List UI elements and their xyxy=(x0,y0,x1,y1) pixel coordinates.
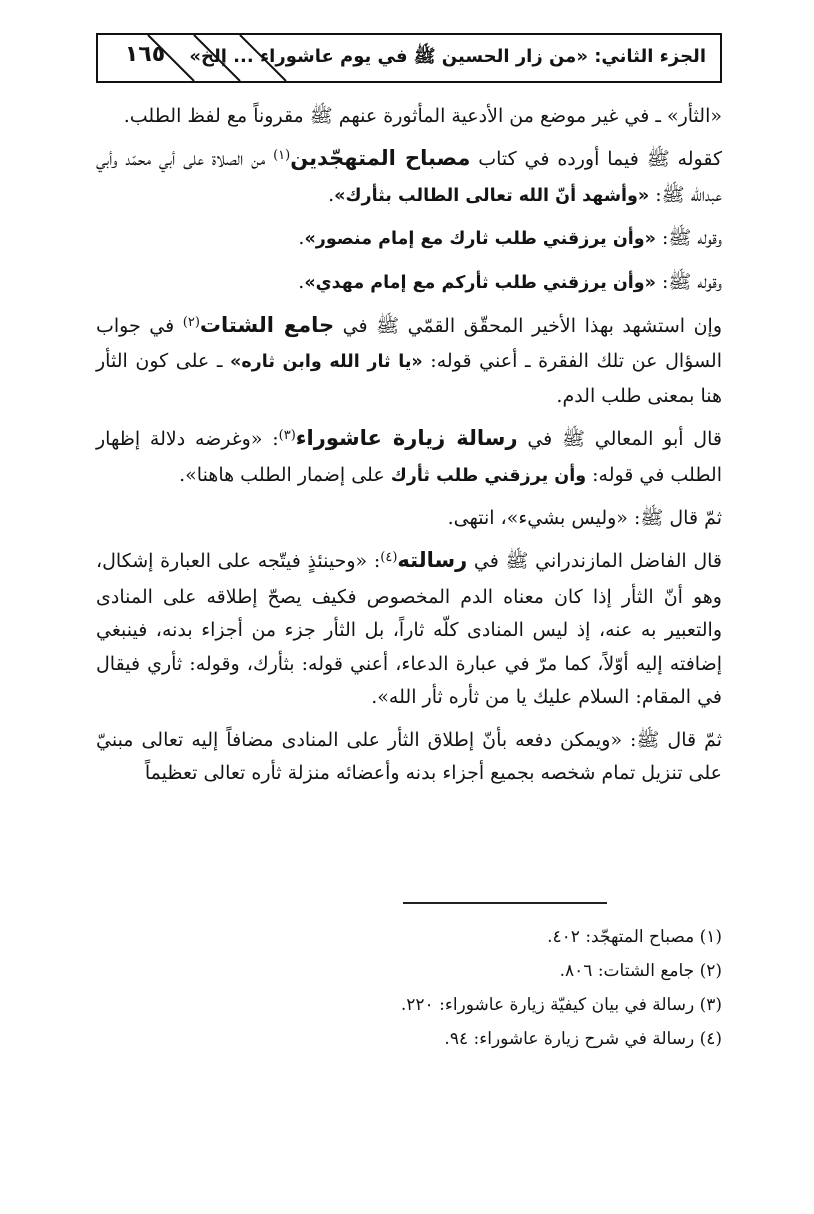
footnote-3: (٣) رسالة في بيان كيفيّة زيارة عاشوراء: ٢٢٠. xyxy=(400,995,722,1015)
footnote-marker: (٣) xyxy=(278,428,296,444)
book-title: رسالة زيارة عاشوراء xyxy=(295,426,518,451)
paragraph-2 xyxy=(96,142,722,213)
book-title: رسالته xyxy=(397,548,468,573)
quotation: «وأشهد أنّ الله تعالى الطالب بثأرك» xyxy=(334,185,650,206)
footnote-marker: (٤) xyxy=(380,550,398,566)
running-header xyxy=(96,33,722,83)
paragraph-8 xyxy=(96,544,722,714)
text: وإن استشهد بهذا الأخير المحقّق القمّي ﷺ في xyxy=(334,315,722,338)
text: : «وغرضه دلالة إظهار الطلب في قوله: xyxy=(96,428,722,486)
footnotes xyxy=(401,920,722,1056)
text: : «وحينئذٍ فيتّجه على العبارة إشكال، وهو أنّ الثأر إذا كان معناه الدم المخصوص فكيف يصحّ إطلاقه على المنادى والتعبير به عنه، إذ ليس المنادى كلّه ثاراً، بل الثأر جزء من أجزاء بدنه، فينبغي إضافته إليه أوّلاً، كما مرّ في عبارة الدعاء، أعني قوله: بثأرك، وقوله: ثأري فيقال في المقام: السلام عليك يا من ثأره ثأر الله». xyxy=(96,550,722,709)
text: من الصلاة على أبي محمّد وأبي عبدالله ﷺ: xyxy=(96,148,722,206)
book-title: جامع الشتات xyxy=(199,313,335,338)
quotation: «وأن يرزقني طلب ثأركم مع إمام مهدي» xyxy=(304,272,656,293)
text: . xyxy=(298,270,305,293)
footnote-2: (٢) جامع الشتات: ٨٠٦. xyxy=(559,961,722,981)
paragraph-3 xyxy=(96,222,722,256)
quotation: وأن يرزقني طلب ثأرك xyxy=(390,465,587,486)
text: قال الفاضل المازندراني ﷺ في xyxy=(467,550,722,573)
text: وقوله ﷺ: xyxy=(655,227,722,250)
text: في جواب السؤال عن تلك الفقرة ـ أعني قوله: xyxy=(96,315,722,373)
text: . xyxy=(298,227,305,250)
paragraph-9: ثمّ قال ﷺ: «ويمكن دفعه بأنّ إطلاق الثأر على المنادى مضافاً إليه تعالى مبنيّ على تنزيل تمام شخصه بجميع أجزاء بدنه وأعضائه منزلة ثأره تعالى تعظيماً xyxy=(96,728,722,784)
paragraph-1: «الثأر» ـ في غير موضع من الأدعية المأثورة عنهم ﷺ مقروناً مع لفظ الطلب. xyxy=(123,105,722,127)
footnote-4: (٤) رسالة في شرح زيارة عاشوراء: ٩٤. xyxy=(444,1029,722,1049)
paragraph-7: ثمّ قال ﷺ: «وليس بشيء»، انتهى. xyxy=(447,507,722,530)
running-title: الجزء الثاني: «من زار الحسين ﷺ في يوم عاشوراء ... إلخ» xyxy=(189,46,706,67)
paragraph-6 xyxy=(96,422,722,493)
text: قال أبو المعالي ﷺ في xyxy=(517,428,722,451)
footnote-marker: (١) xyxy=(273,148,291,164)
main-text xyxy=(96,100,722,799)
footnote-1: (١) مصباح المتهجّد: ٤٠٢. xyxy=(547,927,722,947)
quotation: «وأن يرزقني طلب ثارك مع إمام منصور» xyxy=(304,229,656,250)
footnote-separator xyxy=(403,902,607,904)
quotation: «يا ثار الله وابن ثاره» xyxy=(230,352,423,373)
text: على إضمار الطلب هاهنا». xyxy=(179,463,391,486)
text: ـ على كون الثأر هنا بمعنى طلب الدم. xyxy=(96,350,722,407)
paragraph-4 xyxy=(96,266,722,300)
footnote-marker: (٢) xyxy=(182,315,200,331)
text: . xyxy=(328,183,335,206)
page-number: ١٦٥ xyxy=(124,42,166,67)
text: وقوله ﷺ: xyxy=(655,270,722,293)
paragraph-5 xyxy=(96,309,722,413)
book-title: مصباح المتهجّدين xyxy=(290,146,471,171)
text: كقوله ﷺ فيما أورده في كتاب xyxy=(470,148,722,171)
